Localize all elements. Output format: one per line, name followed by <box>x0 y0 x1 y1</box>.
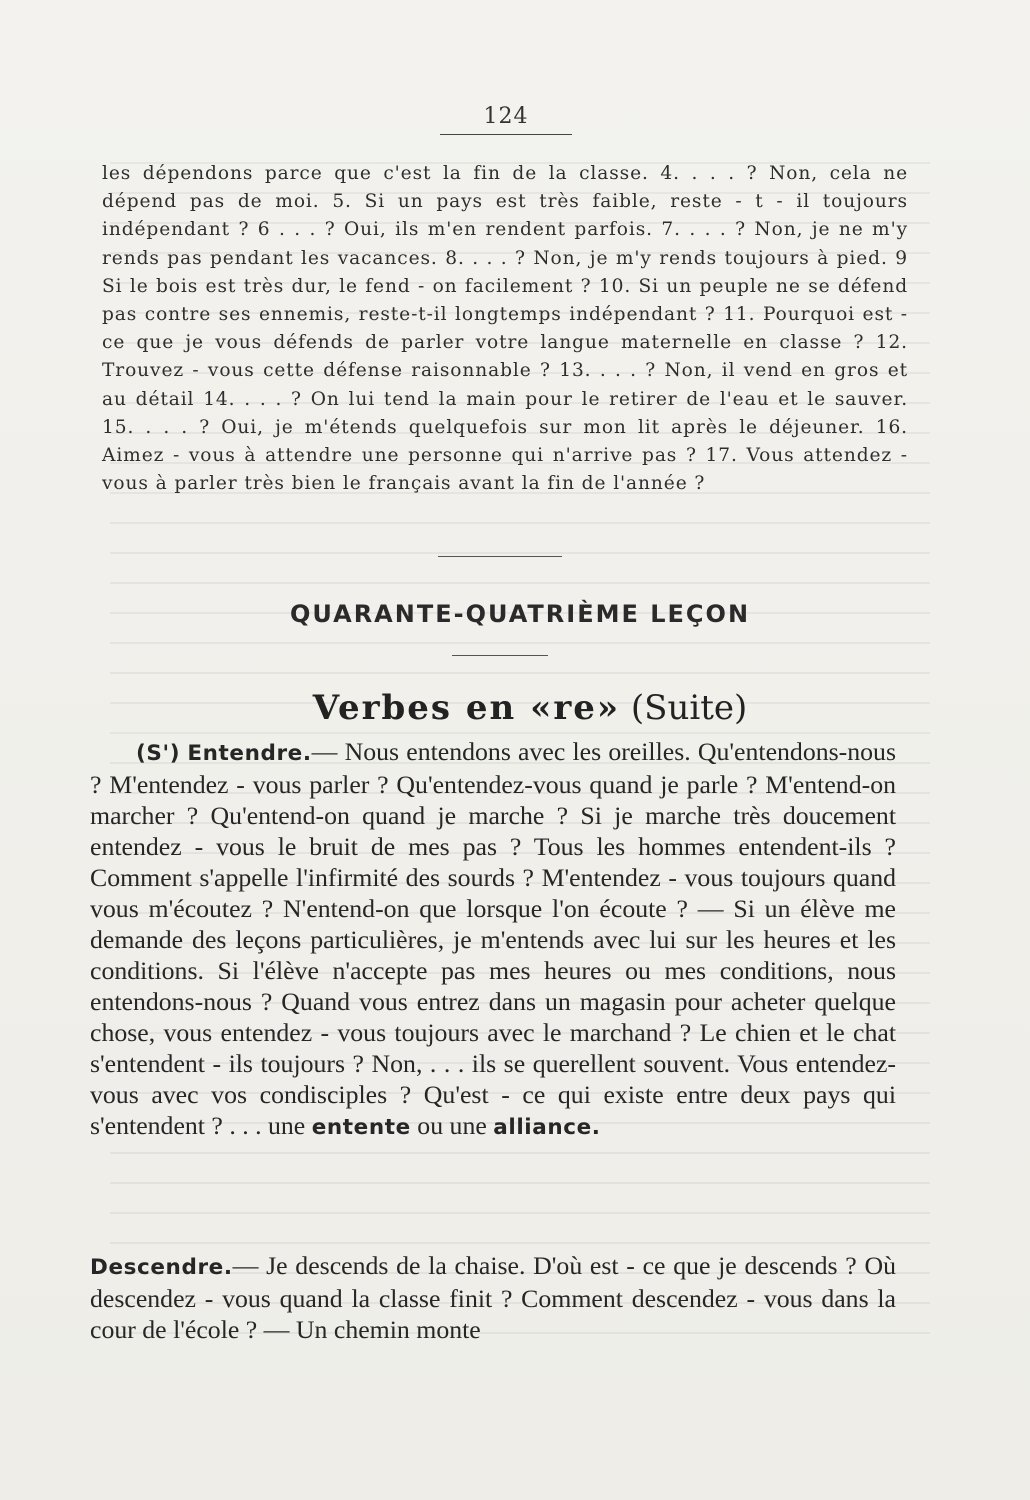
section-heading-suite: (Suite) <box>630 688 748 728</box>
entente-keyword: entente <box>311 1115 411 1140</box>
descendre-text: — Je descends de la chaise. D'où est - ce que je descends ? Où descendez - vous quand la classe finit ? Comment descendez - vous dans la cour de l'école ? — Un chemin monte <box>90 1251 896 1344</box>
entendre-text: — Nous entendons avec les oreilles. Qu'entendons-nous ? M'entendez - vous parler ? Qu'entendez-vous quand je parle ? M'entend-on marcher ? Qu'entend-on quand je marche ? Si je marche très doucement entendez - vous le bruit de mes pas ? Tous les hommes entendent-ils ? Comment s'appelle l'infirmité des sourds ? M'entendez - vous toujours quand vous m'écoutez ? N'entend-on que lorsque l'on écoute ? — Si un élève me demande des leçons particulières, je m'entends avec lui sur les heures et les conditions. Si l'élève n'accepte pas mes heures ou mes conditions, nous entendons-nous ? Quand vous entrez dans un magasin pour acheter quelque chose, vous entendez - vous toujours avec le marchand ? Le chien et le chat s'entendent - ils toujours ? Non, . . . ils se querellent souvent. Vous entendez-vous avec vos condisciples ? Qu'est - ce qui existe entre deux pays qui s'entendent ? . . . une <box>90 737 896 1140</box>
section-heading-main: Verbes en «re» <box>312 688 621 728</box>
descendre-paragraph <box>90 1250 896 1345</box>
entendre-paragraph <box>90 736 896 1143</box>
section-divider <box>438 556 562 557</box>
ou-une-text: ou une <box>417 1111 487 1140</box>
descendre-term: Descendre. <box>90 1255 233 1280</box>
lesson-title: QUARANTE-QUATRIÈME LEÇON <box>289 600 751 628</box>
page-number-rule <box>440 134 572 135</box>
page-number: 124 <box>483 104 529 129</box>
title-divider <box>452 655 548 656</box>
entendre-prefix: (S') <box>136 741 181 766</box>
alliance-keyword: alliance. <box>493 1115 601 1140</box>
entendre-term: Entendre. <box>187 741 312 766</box>
section-heading <box>250 688 810 728</box>
exercise-paragraph: les dépendons parce que c'est la fin de la classe. 4. . . . ? Non, cela ne dépend pas de moi. 5. Si un pays est très faible, reste - t - il toujours indépendant ? 6 . . . ? Oui, ils m'en rendent parfois. 7. . . . ? Non, je ne m'y rends pas pendant les vacances. 8. . . . ? Non, je m'y rends toujours à pied. 9 Si le bois est très dur, le fend - on facilement ? 10. Si un peuple ne se défend pas contre ses ennemis, reste-t-il longtemps indépendant ? 11. Pourquoi est - ce que je vous défends de parler votre langue maternelle en classe ? 12. Trouvez - vous cette défense raisonnable ? 13. . . . ? Non, il vend en gros et au détail 14. . . . ? On lui tend la main pour le retirer de l'eau et le sauver. 15. . . . ? Oui, je m'étends quelquefois sur mon lit après le déjeuner. 16. Aimez - vous à attendre une personne qui n'arrive pas ? 17. Vous attendez - vous à parler très bien le français avant la fin de l'année ? <box>102 163 908 495</box>
